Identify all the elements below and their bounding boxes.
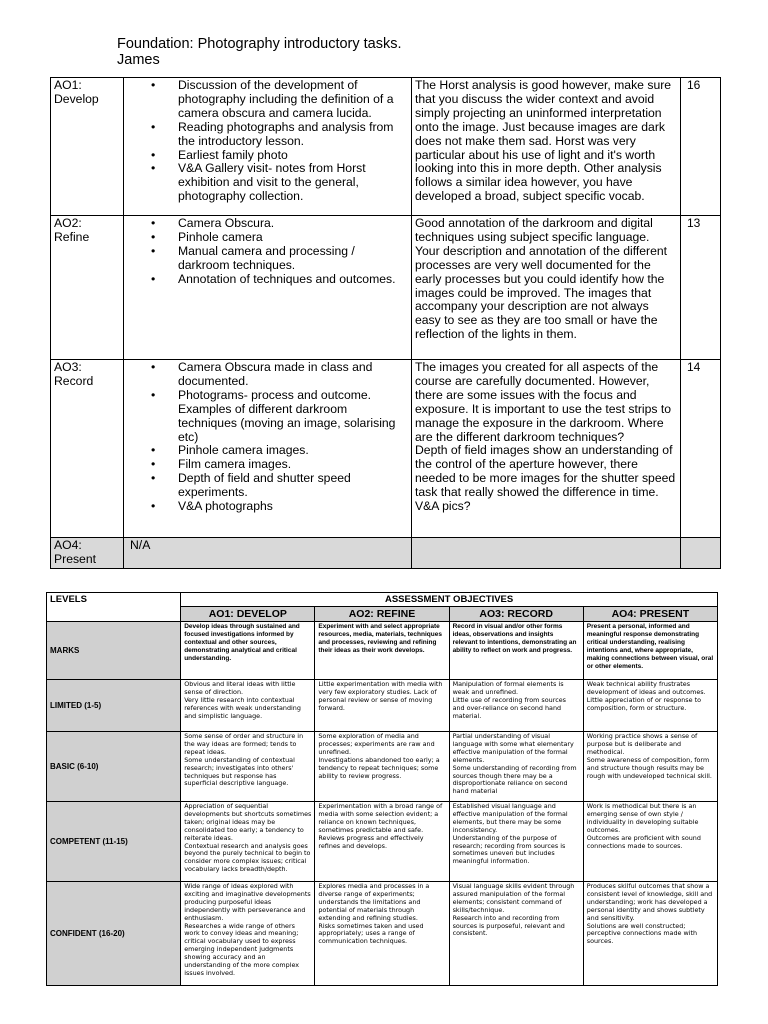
tasks-cell — [124, 360, 412, 538]
level-label: LIMITED (1-5) — [47, 680, 181, 732]
feedback-table — [50, 77, 721, 569]
task-item: • Photograms- process and outcome. Examples of different darkroom techniques (moving an image, solarising etc) — [178, 389, 408, 445]
score-value: 14 — [687, 360, 701, 374]
level-label: BASIC (6-10) — [47, 732, 181, 802]
student-name: James — [117, 52, 160, 68]
objective-header: AO4: PRESENT — [583, 607, 717, 622]
feedback-row — [51, 216, 721, 360]
ao-name: Develop — [54, 91, 99, 106]
levels-header: LEVELS — [47, 593, 181, 622]
teacher-comment: Good annotation of the darkroom and digital techniques using subject specific language. Your description and annotation of the different processes are very well documented for the early processes but you could identify how the images could be improved. The images that accompany your description are not always easy to see as they are too small or have the reflection of the lights in them. — [415, 216, 668, 342]
task-item: • Annotation of techniques and outcomes. — [178, 273, 408, 287]
document-title: Foundation: Photography introductory tasks. — [117, 36, 402, 52]
assessment-objectives-header: ASSESSMENT OBJECTIVES — [181, 593, 718, 607]
comment-cell — [412, 78, 681, 216]
objective-header: AO2: REFINE — [315, 607, 449, 622]
rubric-cell: Appreciation of sequential developments but shortcuts sometimes taken; original ideas may be consolidated too early; a tendency to reiterate ideas. Contextual research and analysis goes beyond the purely technical to begin to consider more complex issues; critical vocabulary lacks breadth/depth. — [181, 802, 315, 882]
rubric-cell: Develop ideas through sustained and focused investigations informed by contextual and other sources, demonstrating analytical and critical understanding. — [181, 622, 315, 680]
rubric-cell: Working practice shows a sense of purpose but is deliberate and methodical. Some awareness of composition, form and structure though results may be rough with undeveloped technical skill. — [583, 732, 717, 802]
rubric-row — [47, 622, 718, 680]
ao-code: AO3: — [54, 360, 82, 374]
ao-label — [51, 538, 124, 569]
rubric-cell: Established visual language and effective manipulation of the formal elements, but there may be some inconsistency. Understanding of the purpose of research; recording from sources is sometimes uneven but includes meaningful information. — [449, 802, 583, 882]
feedback-row — [51, 78, 721, 216]
rubric-cell: Present a personal, informed and meaningful response demonstrating critical understanding, realising intentions and, where appropriate, making connections between visual, oral or other elements. — [583, 622, 717, 680]
rubric-cell: Some exploration of media and processes; experiments are raw and unrefined. Investigations abandoned too early; a tendency to repeat techniques; some ability to review progress. — [315, 732, 449, 802]
ao-label — [51, 78, 124, 216]
task-item: • Film camera images. — [178, 458, 408, 472]
task-list — [124, 361, 408, 514]
task-item: • Earliest family photo — [178, 149, 408, 163]
score-cell — [681, 78, 721, 216]
rubric-row — [47, 802, 718, 882]
task-item: • Manual camera and processing / darkroom techniques. — [178, 245, 408, 273]
rubric-cell: Manipulation of formal elements is weak and unrefined. Little use of recording from sources and over-reliance on second hand material. — [449, 680, 583, 732]
objective-header: AO3: RECORD — [449, 607, 583, 622]
task-item: • Pinhole camera images. — [178, 444, 408, 458]
score-value: 13 — [687, 216, 701, 230]
ao-label — [51, 216, 124, 360]
objective-header: AO1: DEVELOP — [181, 607, 315, 622]
task-list — [124, 217, 408, 287]
tasks-cell — [124, 78, 412, 216]
ao-name: Refine — [54, 229, 90, 244]
document-header — [117, 36, 402, 68]
rubric-cell: Wide range of ideas explored with exciting and imaginative developments producing purposeful ideas independently with perseverance and enthusiasm. Researches a wide range of others work to convey ideas and meaning; critical vocabulary used to express emerging independent judgments showing accuracy and an understanding of the more complex issues involved. — [181, 882, 315, 986]
ao-name: Present — [54, 551, 97, 566]
rubric-cell: Little experimentation with media with very few exploratory studies. Lack of personal review or sense of moving forward. — [315, 680, 449, 732]
na-text: N/A — [130, 538, 151, 552]
rubric-cell: Visual language skills evident through assured manipulation of the formal elements; consistent command of skills/technique. Research into and recording from sources is purposeful, relevant and consistent. — [449, 882, 583, 986]
feedback-row — [51, 538, 721, 569]
comment-cell — [412, 360, 681, 538]
assessment-rubric-table — [46, 592, 718, 986]
rubric-cell: Produces skilful outcomes that show a consistent level of knowledge, skill and understanding; work has developed a personal identity and shows subtlety and sensitivity. Solutions are well constructed; perceptive connections made with sources. — [583, 882, 717, 986]
ao-name: Record — [54, 373, 94, 388]
score-cell — [681, 360, 721, 538]
rubric-cell: Record in visual and/or other forms ideas, observations and insights relevant to intentions, demonstrating an ability to reflect on work and progress. — [449, 622, 583, 680]
score-cell — [681, 216, 721, 360]
task-list — [124, 79, 408, 204]
rubric-cell: Explores media and processes in a diverse range of experiments; understands the limitations and potential of materials through extending and refining studies. Risks sometimes taken and used appropriately; uses a range of communication techniques. — [315, 882, 449, 986]
score-cell — [681, 538, 721, 569]
task-item: • Pinhole camera — [178, 231, 408, 245]
task-item: • Reading photographs and analysis from the introductory lesson. — [178, 121, 408, 149]
rubric-cell: Experimentation with a broad range of media with some selection evident; a reliance on known techniques, sometimes predictable and safe. Reviews progress and effectively refines and develops. — [315, 802, 449, 882]
level-label: CONFIDENT (16-20) — [47, 882, 181, 986]
score-value: 16 — [687, 78, 701, 92]
comment-cell — [412, 538, 681, 569]
teacher-comment: The Horst analysis is good however, make sure that you discuss the wider context and avoid simply projecting an uninformed interpretation onto the image. Just because images are dark does not make them sad. Horst was very particular about his use of light and it's worth looking into this in more depth. Other analysis follows a similar idea however, you have developed a broad, subject specific vocab. — [415, 78, 672, 204]
task-item: • V&A Gallery visit- notes from Horst exhibition and visit to the general, photography collection. — [178, 162, 408, 204]
ao-label — [51, 360, 124, 538]
task-item: • Camera Obscura. — [178, 217, 408, 231]
rubric-cell: Obvious and literal ideas with little sense of direction. Very little research into contextual references with weak understanding and simplistic language. — [181, 680, 315, 732]
rubric-cell: Work is methodical but there is an emerging sense of own style / individuality in developing suitable outcomes. Outcomes are proficient with sound connections made to sources. — [583, 802, 717, 882]
ao-code: AO2: — [54, 216, 82, 230]
rubric-row — [47, 680, 718, 732]
tasks-cell — [124, 216, 412, 360]
rubric-header-row — [47, 593, 718, 607]
rubric-cell: Partial understanding of visual language with some what elementary effective manipulation of the formal elements. Some understanding of recording from sources though there may be a disproportionate reliance on second hand material — [449, 732, 583, 802]
ao-code: AO1: — [54, 78, 82, 92]
feedback-row — [51, 360, 721, 538]
teacher-comment: The images you created for all aspects of the course are carefully documented. However, there are some issues with the focus and exposure. It is important to use the test strips to manage the exposure in the darkroom. Where are the different darkroom techniques? Depth of field images show an understanding of the control of the aperture however, there needed to be more images for the shutter speed task that really showed the difference in time. V&A pics? — [415, 360, 676, 514]
level-label: MARKS — [47, 622, 181, 680]
comment-cell — [412, 216, 681, 360]
tasks-cell — [124, 538, 412, 569]
task-item: • Depth of field and shutter speed experiments. — [178, 472, 408, 500]
rubric-row — [47, 882, 718, 986]
level-label: COMPETENT (11-15) — [47, 802, 181, 882]
task-item: • V&A photographs — [178, 500, 408, 514]
rubric-cell: Experiment with and select appropriate resources, media, materials, techniques and processes, reviewing and refining their ideas as their work develops. — [315, 622, 449, 680]
rubric-cell: Some sense of order and structure in the way ideas are formed; tends to repeat ideas. Some understanding of contextual research; investigates into others' techniques but response has superficial descriptive language. — [181, 732, 315, 802]
rubric-row — [47, 732, 718, 802]
rubric-cell: Weak technical ability frustrates development of ideas and outcomes. Little appreciation of or response to composition, form or structure. — [583, 680, 717, 732]
task-item: • Discussion of the development of photography including the definition of a camera obscura and camera lucida. — [178, 79, 408, 121]
task-item: • Camera Obscura made in class and documented. — [178, 361, 408, 389]
ao-code: AO4: — [54, 538, 82, 552]
